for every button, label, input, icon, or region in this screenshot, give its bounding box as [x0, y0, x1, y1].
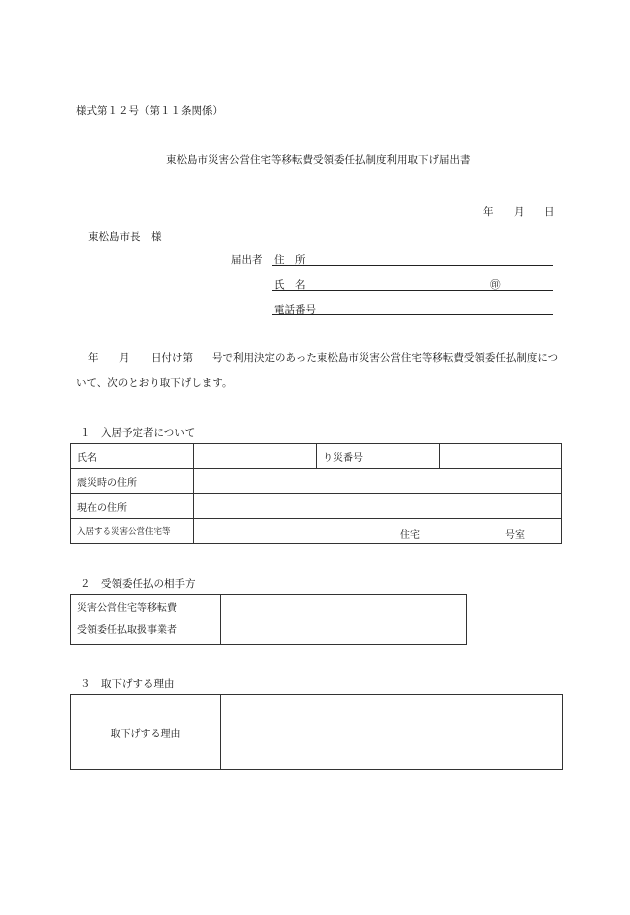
housing-label: 入居する災害公営住宅等	[71, 519, 194, 544]
body-text-line1: 号で利用決定のあった東松島市災害公営住宅等移転費受領委任払制度につ	[212, 352, 559, 364]
address-label: 住 所	[274, 254, 306, 266]
tenant-table	[70, 443, 562, 544]
quake-address-field[interactable]	[194, 469, 562, 494]
table-row	[71, 469, 562, 494]
agent-label-line1: 災害公営住宅等移転費	[77, 602, 177, 614]
agent-field[interactable]	[221, 595, 467, 645]
agent-table	[70, 594, 467, 645]
name-label: 氏 名	[274, 279, 306, 291]
housing-suffix: 住宅	[400, 530, 420, 541]
address-line[interactable]	[272, 265, 553, 266]
reason-table	[70, 694, 563, 770]
current-address-field[interactable]	[194, 494, 562, 519]
disaster-number-label: り災番号	[317, 444, 440, 469]
disaster-number-field[interactable]	[440, 444, 562, 469]
table-row	[71, 494, 562, 519]
quake-address-label: 震災時の住所	[71, 469, 194, 494]
section1-heading: １ 入居予定者について	[80, 427, 196, 439]
applicant-label: 届出者	[231, 254, 263, 266]
tenant-name-field[interactable]	[194, 444, 317, 469]
body-text-line2: いて、次のとおり取下げします。	[76, 377, 233, 389]
table-row	[71, 695, 563, 770]
body-month: 月	[119, 352, 130, 364]
table-row	[71, 519, 562, 544]
agent-label	[71, 595, 221, 645]
phone-label: 電話番号	[274, 304, 316, 316]
date-day: 日	[544, 206, 555, 218]
housing-field[interactable]	[194, 519, 562, 544]
form-title: 東松島市災害公営住宅等移転費受領委任払制度利用取下げ届出書	[166, 154, 471, 166]
phone-line[interactable]	[272, 314, 553, 315]
room-suffix: 号室	[505, 530, 525, 541]
addressee: 東松島市長 様	[88, 231, 162, 243]
seal-mark: ㊞	[490, 279, 501, 291]
reason-label: 取下げする理由	[71, 695, 221, 770]
section2-heading: ２ 受領委任払の相手方	[80, 578, 196, 590]
table-row	[71, 444, 562, 469]
table-row	[71, 595, 467, 645]
agent-label-line2: 受領委任払取扱事業者	[77, 624, 177, 636]
form-number: 様式第１２号（第１１条関係）	[76, 105, 223, 117]
tenant-name-label: 氏名	[71, 444, 194, 469]
name-line[interactable]	[272, 290, 553, 291]
date-year: 年	[483, 206, 494, 218]
current-address-label: 現在の住所	[71, 494, 194, 519]
date-month: 月	[514, 206, 525, 218]
body-dated: 日付け第	[151, 352, 193, 364]
reason-field[interactable]	[221, 695, 563, 770]
body-year: 年	[88, 352, 99, 364]
section3-heading: ３ 取下げする理由	[80, 678, 175, 690]
